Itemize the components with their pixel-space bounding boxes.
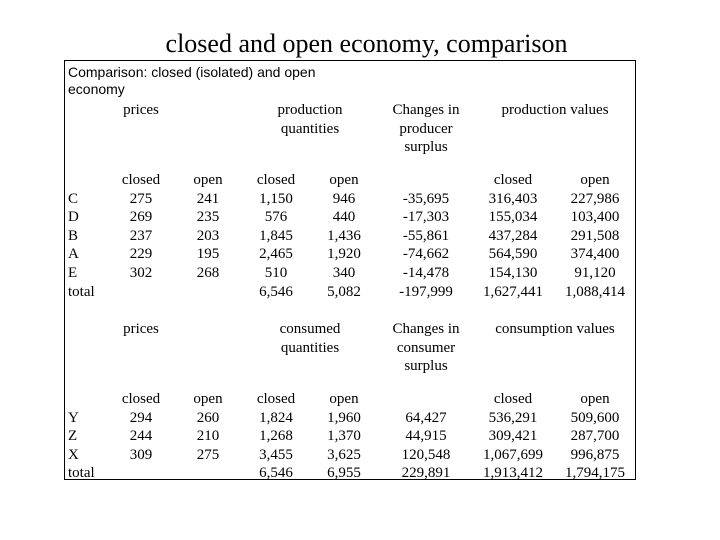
- table-cell: 340: [332, 265, 356, 281]
- table-cell: 536,291: [488, 409, 538, 426]
- table-cell: -14,478: [402, 265, 450, 281]
- production-header-values: production values: [501, 102, 609, 118]
- production-subheader: open: [193, 172, 223, 188]
- table-cell: 3,455: [259, 446, 293, 463]
- table-cell: 309: [129, 446, 153, 463]
- table-cell: 374,400: [570, 246, 620, 263]
- table-cell: 1,268: [259, 428, 293, 445]
- table-cell: 1,794,175: [565, 465, 625, 482]
- table-cell: 103,400: [570, 209, 620, 226]
- table-cell: -74,662: [402, 246, 450, 263]
- consumption-subheader: closed: [256, 391, 296, 407]
- table-cell: 1,150: [259, 190, 293, 207]
- table-cell: 64,427: [405, 409, 447, 426]
- table-cell: 91,120: [574, 265, 616, 281]
- consumption-subheader: closed: [493, 391, 533, 407]
- table-cell: 241: [196, 190, 220, 207]
- table-cell: 244: [129, 428, 153, 445]
- table-heading: Comparison: closed (isolated) and open economy: [68, 64, 316, 97]
- table-cell: 294: [129, 409, 153, 426]
- table-cell: 309,421: [488, 428, 538, 445]
- row-label: Z: [68, 428, 78, 445]
- consumption-header-surplus: Changes in: [392, 321, 460, 337]
- table-cell: -55,861: [402, 227, 450, 244]
- table-cell: 1,436: [327, 227, 361, 244]
- row-label: D: [68, 209, 79, 226]
- table-cell: -17,303: [402, 209, 450, 226]
- row-label: C: [68, 190, 79, 207]
- table-cell: 1,824: [259, 409, 293, 426]
- table-cell: 576: [264, 209, 288, 226]
- production-subheader: open: [329, 172, 359, 188]
- table-cell: 287,700: [570, 428, 620, 445]
- table-cell: 2,465: [259, 246, 293, 263]
- table-cell: 1,913,412: [483, 465, 543, 482]
- row-label: E: [68, 265, 78, 281]
- row-label: B: [68, 227, 79, 244]
- consumption-header-values: consumption values: [495, 321, 615, 337]
- consumption-subheader: open: [193, 391, 223, 407]
- production-header-quantities: quantities: [280, 120, 340, 137]
- table-cell: 210: [196, 428, 220, 445]
- row-label: A: [68, 246, 79, 263]
- consumption-header-surplus: surplus: [404, 358, 448, 375]
- production-header-surplus: producer: [399, 120, 453, 137]
- table-cell: 996,875: [570, 446, 620, 463]
- table-cell: 302: [129, 265, 153, 281]
- table-cell: 3,625: [327, 446, 361, 463]
- table-cell: 6,546: [259, 465, 293, 482]
- table-cell: -35,695: [402, 190, 450, 207]
- table-cell: 564,590: [488, 246, 538, 263]
- table-cell: 268: [196, 265, 220, 281]
- table-cell: 154,130: [488, 265, 538, 281]
- table-cell: 275: [129, 190, 153, 207]
- table-cell: 275: [196, 446, 220, 463]
- table-cell: 946: [332, 190, 356, 207]
- table-cell: -197,999: [399, 283, 453, 300]
- table-cell: 1,067,699: [483, 446, 543, 463]
- table-cell: 1,370: [327, 428, 361, 445]
- production-header-prices: prices: [123, 102, 159, 118]
- table-cell: 269: [129, 209, 153, 226]
- table-cell: 155,034: [488, 209, 538, 226]
- production-header-surplus: Changes in: [392, 102, 460, 118]
- table-cell: 227,986: [570, 190, 620, 207]
- table-cell: 6,955: [327, 465, 361, 482]
- table-cell: 237: [129, 227, 153, 244]
- consumption-subheader: closed: [121, 391, 161, 407]
- table-cell: 203: [196, 227, 220, 244]
- table-cell: 316,403: [488, 190, 538, 207]
- production-subheader: closed: [121, 172, 161, 188]
- table-cell: 1,845: [259, 227, 293, 244]
- table-cell: 437,284: [488, 227, 538, 244]
- table-cell: 5,082: [327, 283, 361, 300]
- table-cell: 1,088,414: [565, 283, 625, 300]
- table-cell: 509,600: [570, 409, 620, 426]
- table-cell: 120,548: [401, 446, 451, 463]
- row-label: X: [68, 446, 79, 463]
- production-subheader: closed: [256, 172, 296, 188]
- table-cell: 260: [196, 409, 220, 426]
- consumption-header-prices: prices: [123, 321, 159, 337]
- production-subheader: open: [580, 172, 610, 188]
- slide-title: closed and open economy, comparison: [165, 29, 568, 58]
- consumption-subheader: open: [329, 391, 359, 407]
- table-cell: 235: [196, 209, 220, 226]
- production-header-surplus: surplus: [404, 139, 448, 156]
- table-cell: 6,546: [259, 283, 293, 300]
- table-cell: 1,627,441: [483, 283, 543, 300]
- table-cell: 291,508: [570, 227, 620, 244]
- production-subheader: closed: [493, 172, 533, 188]
- table-cell: 1,960: [327, 409, 361, 426]
- consumption-header-quantities: consumed: [279, 321, 341, 337]
- row-label: total: [68, 283, 95, 300]
- consumption-header-quantities: quantities: [280, 339, 340, 356]
- table-cell: 229: [129, 246, 153, 263]
- row-label: Y: [68, 409, 79, 426]
- production-header-quantities: production: [277, 102, 343, 118]
- row-label: total: [68, 465, 95, 482]
- table-cell: 1,920: [327, 246, 361, 263]
- table-cell: 440: [332, 209, 356, 226]
- table-cell: 510: [264, 265, 288, 281]
- table-cell: 44,915: [405, 428, 447, 445]
- table-cell: 229,891: [401, 465, 451, 482]
- consumption-subheader: open: [580, 391, 610, 407]
- table-cell: 195: [196, 246, 220, 263]
- consumption-header-surplus: consumer: [396, 339, 456, 356]
